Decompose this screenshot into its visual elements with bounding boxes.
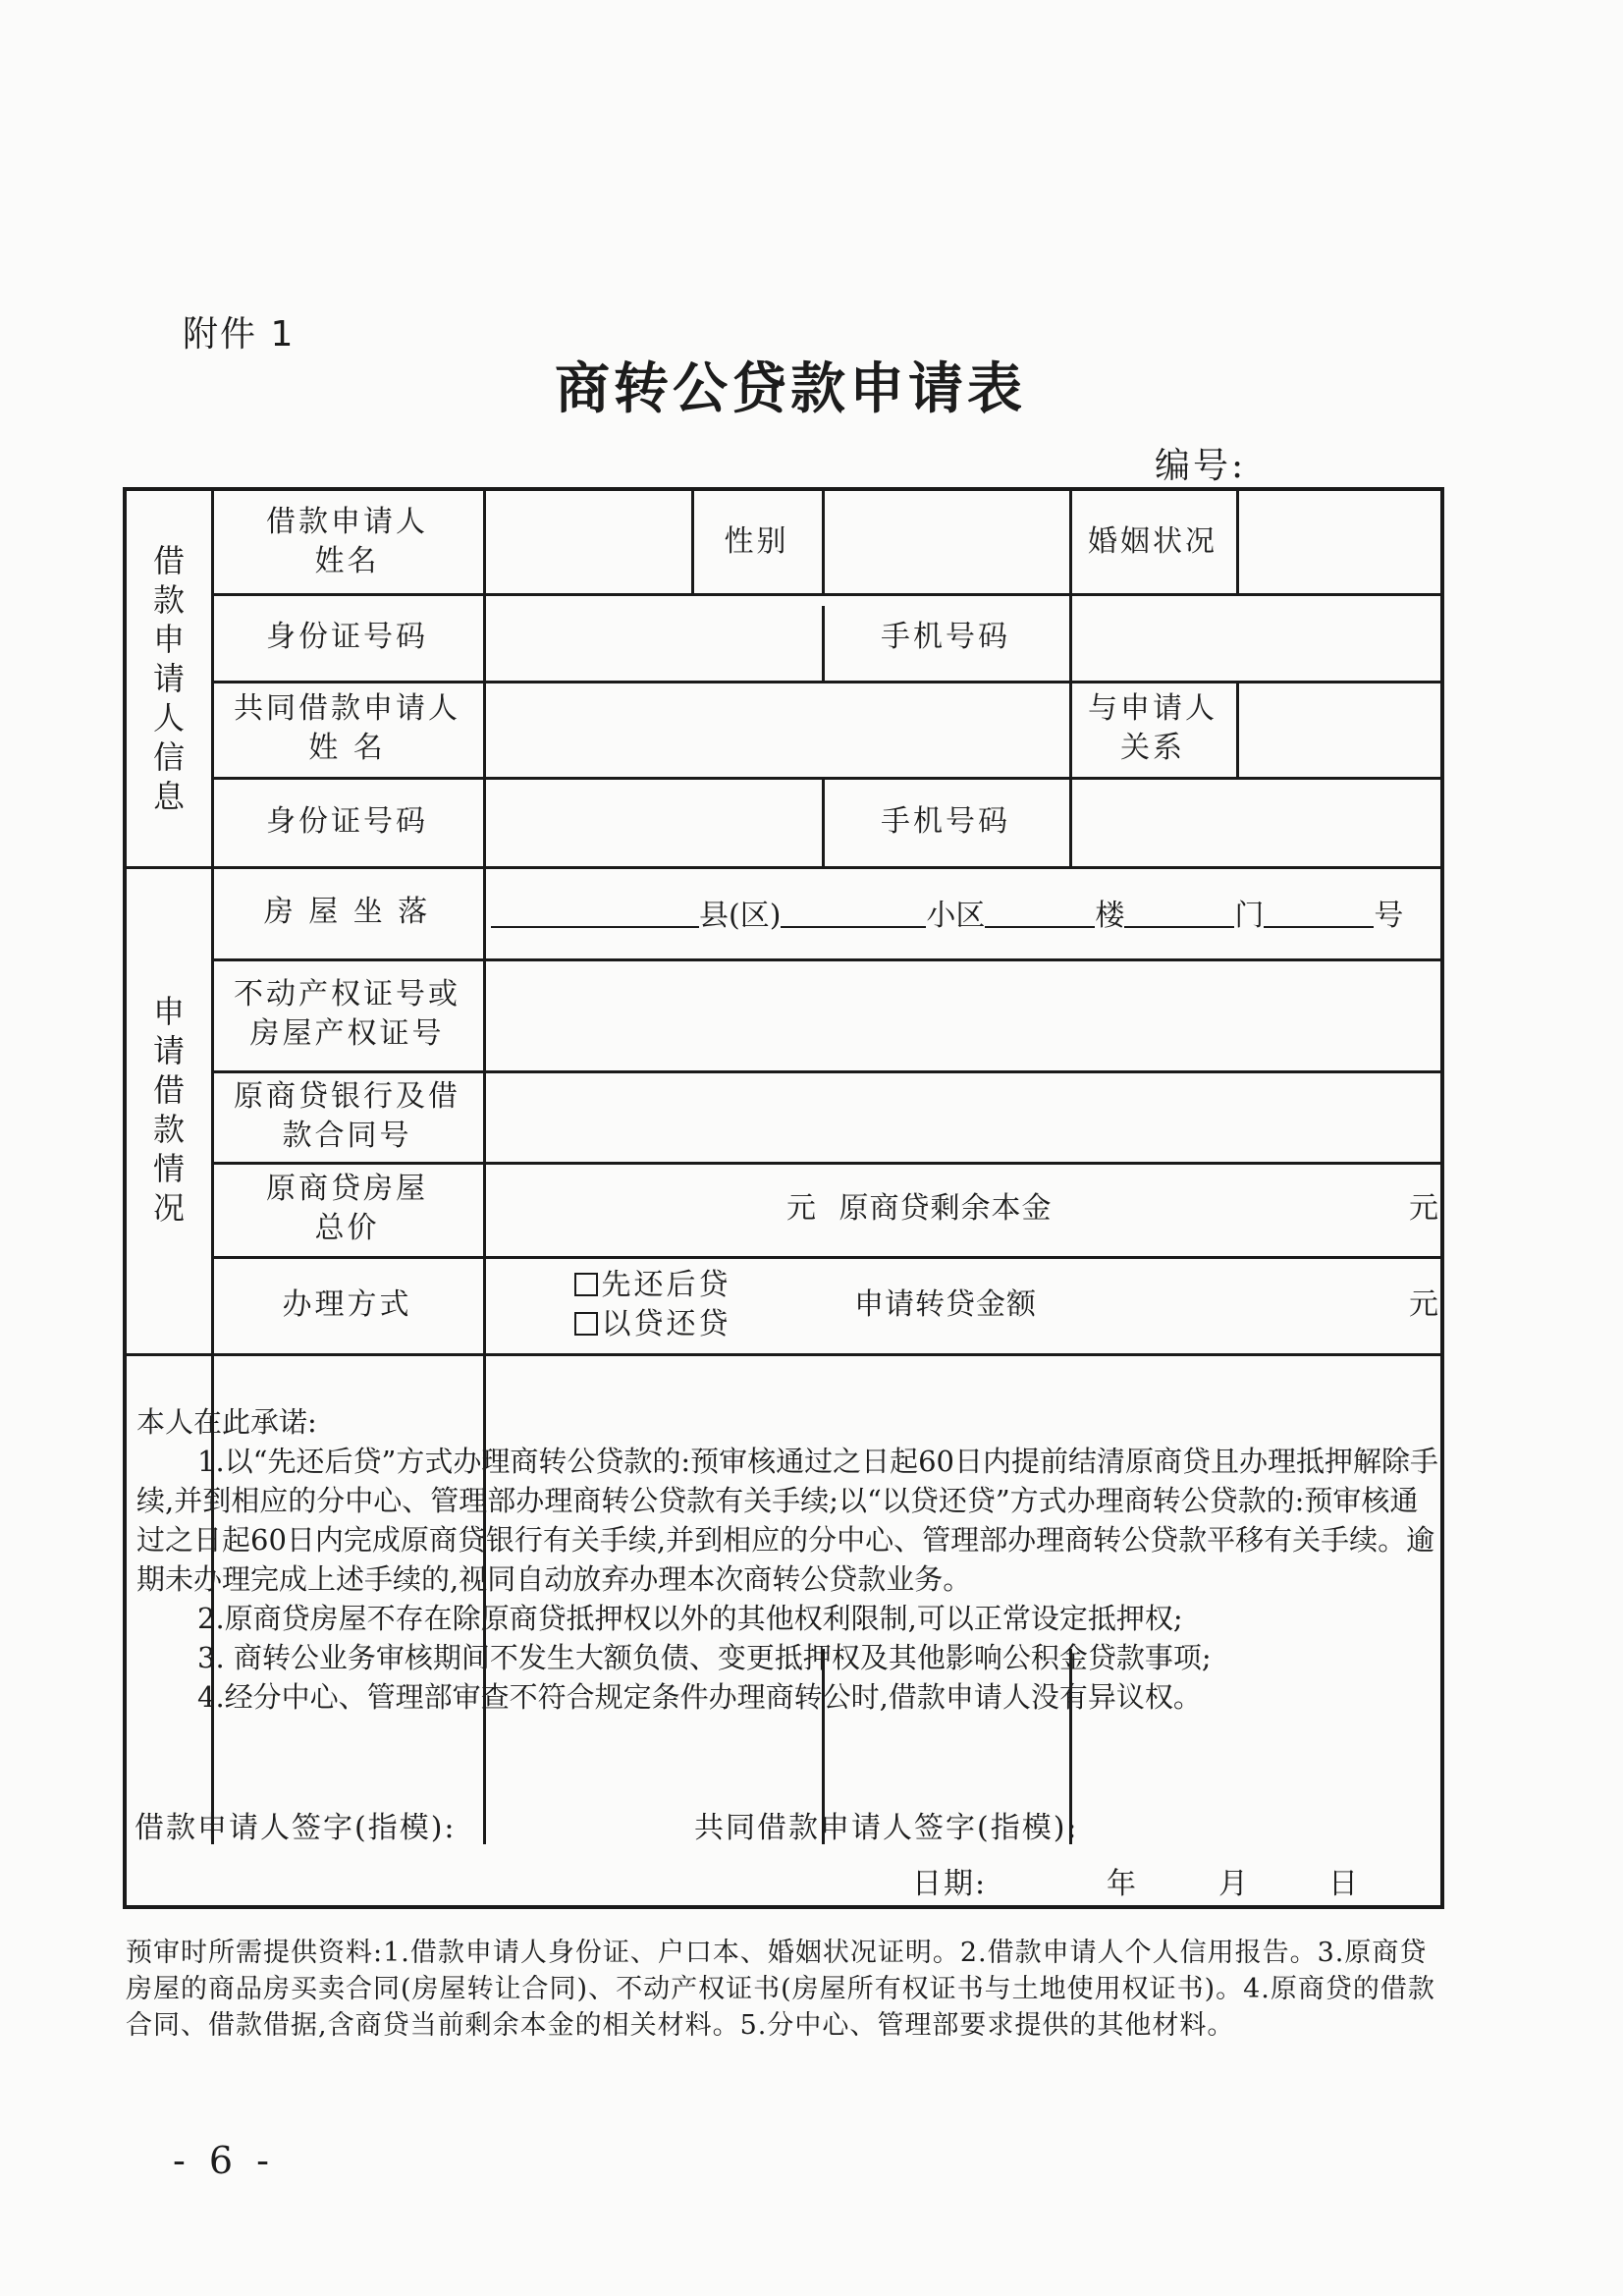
method-options (483, 1256, 822, 1353)
certificate-number-label: 不动产权证号或 房屋产权证号 (234, 977, 460, 1051)
community-label: 小区 (926, 899, 986, 933)
month-label: 月 (1218, 1867, 1250, 1901)
pledge-item-4: 4.经分中心、管理部审查不符合规定条件办理商转公时,借款申请人没有异议权。 (197, 1680, 1202, 1714)
gender-label: 性别 (724, 524, 789, 559)
currency-unit: 元 (1409, 1191, 1438, 1226)
option-repay-first[interactable]: 先还后贷 (574, 1266, 731, 1305)
year-label: 年 (1107, 1867, 1138, 1901)
option-loan-to-repay[interactable]: 以贷还贷 (574, 1305, 731, 1344)
required-materials-note: 预审时所需提供资料:1.借款申请人身份证、户口本、婚姻状况证明。2.借款申请人个人信用报告。3.原商贷房屋的商品房买卖合同(房屋转让合同)、不动产权证书(房屋所有权证书与土地使用权证书)。4.原商贷的借款合同、借款借据,含商贷当前剩余本金的相关材料。5.分中心、管理部要求提供的其他材料。 (126, 1938, 1435, 2041)
co-applicant-phone-label: 手机号码 (881, 803, 1010, 839)
applicant-name-field[interactable] (483, 491, 691, 593)
serial-number-label: 编号: (1155, 446, 1247, 486)
remaining-principal-label: 原商贷剩余本金 (839, 1191, 1053, 1226)
relation-field[interactable] (1236, 681, 1444, 777)
applicant-phone-label: 手机号码 (881, 619, 1010, 654)
checkbox-icon[interactable] (574, 1273, 598, 1296)
checkbox-icon[interactable] (574, 1312, 598, 1336)
property-address-field[interactable] (483, 866, 1444, 958)
gender-field[interactable] (822, 491, 1069, 593)
method-label: 办理方式 (282, 1286, 412, 1322)
co-applicant-phone-field[interactable] (1069, 777, 1444, 866)
marital-status-field[interactable] (1236, 491, 1444, 593)
page-title: 商转公贷款申请表 (555, 356, 1026, 421)
property-location-label: 房 屋 坐 落 (263, 895, 431, 929)
application-form (123, 487, 1444, 1909)
transfer-amount-label: 申请转贷金额 (854, 1286, 1037, 1322)
pledge-intro: 本人在此承诺: (136, 1405, 317, 1439)
date-label: 日期: (912, 1867, 988, 1901)
applicant-id-label: 身份证号码 (266, 619, 428, 654)
pledge-item-2: 2.原商贷房屋不存在除原商贷抵押权以外的其他权利限制,可以正常设定抵押权; (197, 1602, 1183, 1635)
transfer-amount-field[interactable] (1069, 1256, 1444, 1353)
pledge-item-3: 3. 商转公业务审核期间不发生大额负债、变更抵押权及其他影响公积金贷款事项; (197, 1641, 1212, 1674)
day-label: 日 (1328, 1867, 1360, 1901)
certificate-number-field[interactable] (483, 958, 1444, 1070)
applicant-phone-field[interactable] (1069, 593, 1444, 681)
total-price-field[interactable] (483, 1162, 822, 1256)
building-label: 楼 (1095, 899, 1125, 933)
relation-label: 与申请人 关系 (1088, 691, 1217, 765)
bank-contract-field[interactable] (483, 1070, 1444, 1162)
section-loan-info: 申 请 借 款 情 况 (152, 993, 185, 1227)
remaining-principal-field[interactable] (1069, 1162, 1444, 1256)
total-price-label: 原商贷房屋 总价 (266, 1172, 428, 1245)
marital-status-label: 婚姻状况 (1088, 524, 1217, 559)
attachment-label: 附件 1 (183, 314, 296, 355)
page-number: - 6 - (173, 2139, 276, 2182)
currency-unit: 元 (1409, 1286, 1438, 1322)
unit-label: 门 (1234, 899, 1265, 933)
applicant-name-label: 借款申请人 姓名 (266, 505, 428, 578)
pledge-text (136, 1402, 1438, 1717)
co-applicant-id-field[interactable] (483, 777, 822, 866)
co-applicant-name-field[interactable] (483, 681, 1069, 777)
bank-contract-label: 原商贷银行及借 款合同号 (234, 1078, 460, 1153)
section-applicant-info: 借 款 申 请 人 信 息 (152, 542, 185, 815)
number-label: 号 (1374, 899, 1404, 933)
pledge-item-1: 1.以“先还后贷”方式办理商转公贷款的:预审核通过之日起60日内提前结清原商贷且办理抵押解除手续,并到相应的分中心、管理部办理商转公贷款有关手续;以“以贷还贷”方式办理商转公贷款的:预审核通过之日起60日内完成原商贷银行有关手续,并到相应的分中心、管理部办理商转公贷款平移有关手续。逾期未办理完成上述手续的,视同自动放弃办理本次商转公贷款业务。 (136, 1445, 1438, 1596)
applicant-signature-label: 借款申请人签字(指模): (135, 1811, 457, 1845)
applicant-id-field[interactable] (483, 593, 822, 681)
currency-unit: 元 (786, 1191, 816, 1226)
co-applicant-id-label: 身份证号码 (266, 803, 428, 839)
county-label: 县(区) (699, 899, 782, 933)
co-applicant-name-label: 共同借款申请人 姓 名 (234, 691, 460, 765)
co-applicant-signature-label: 共同借款申请人签字(指模): (694, 1811, 1079, 1845)
